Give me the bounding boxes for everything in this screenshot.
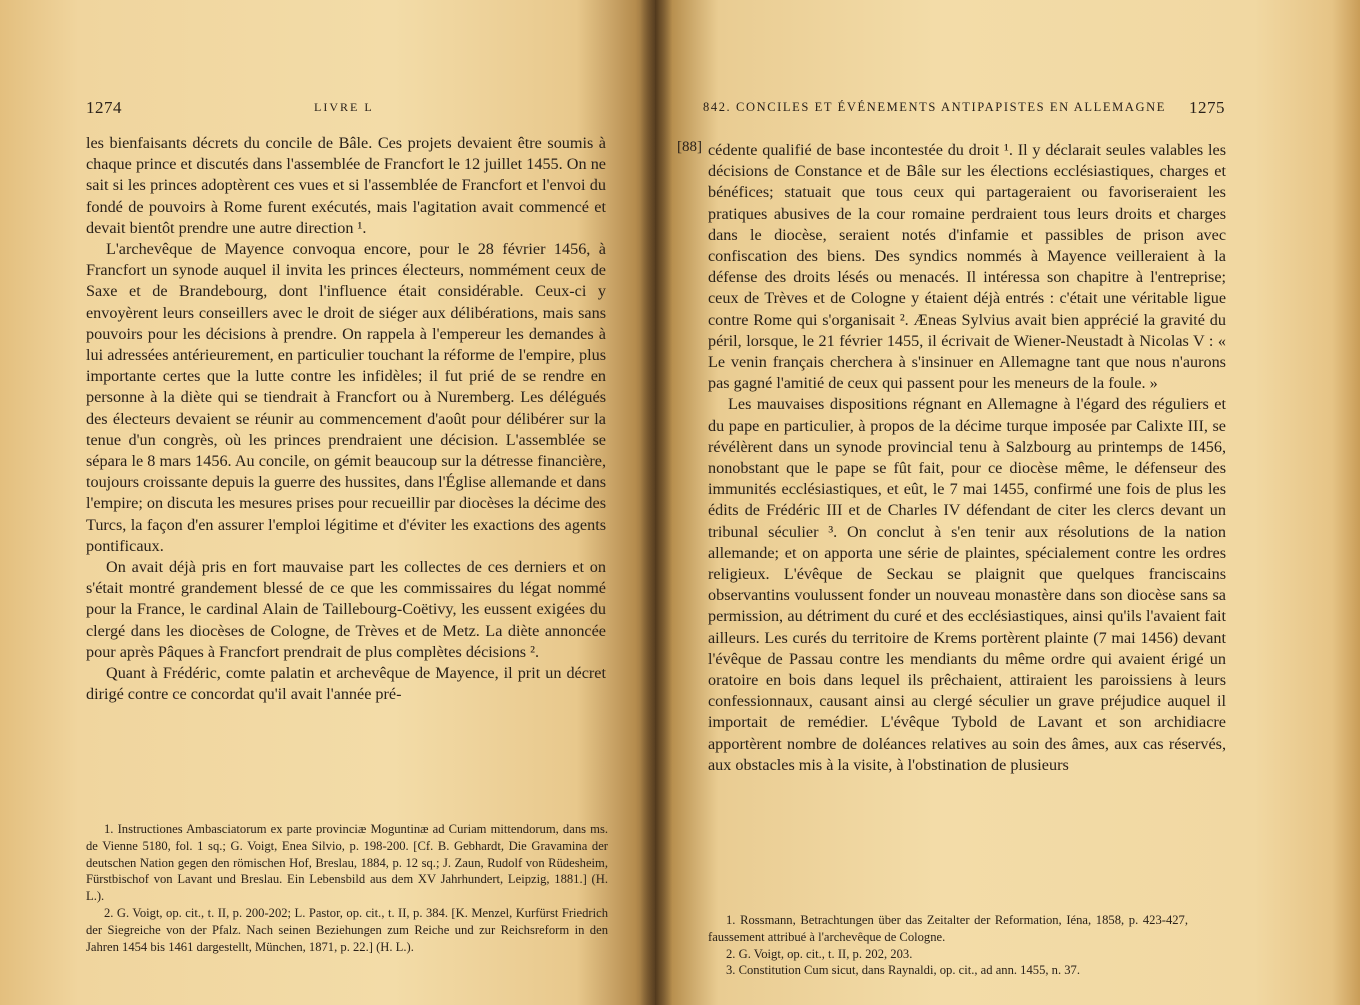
left-paragraph-4: Quant à Frédéric, comte palatin et archevêque de Mayence, il prit un décret dirigé contre ce concordat qu'il avait l'année pré- (86, 664, 606, 704)
left-body-text (86, 133, 606, 705)
right-page (655, 0, 1360, 1005)
right-running-title (703, 100, 1166, 115)
left-footnotes (86, 821, 608, 955)
right-paragraph-1: cédente qualifié de base incontestée du droit ¹. Il y déclarait seules valables les décisions de Constance et de Bâle sur les élections ecclésiastiques, charges et bénéfices; statuait que tous ceux qui partageraient ou favoriseraient les pratiques abusives de la cour romaine perdraient tous leurs droits et charges dans le diocèse, seraient notés d'infamie et passibles de prison avec confiscation des biens. Des syndics nommés à Mayence veilleraient à la défense des droits lésés ou menacés. Il intéressa son chapitre à l'entreprise; ceux de Trèves et de Cologne y étaient déjà entrés : c'était une véritable ligue contre Rome qui s'organisait ². Æneas Sylvius avait bien apprécié la gravité du péril, lorsque, le 21 février 1455, il écrivait de Wiener-Neustadt à Nicolas V : « Le venin français cherchera à s'insinuer en Allemagne tant que nous n'aurons pas gagné l'amitié de ceux qui passent pour les meneurs de la foule. » (708, 141, 1226, 393)
margin-marker: [88] (677, 139, 702, 155)
right-body-text (708, 140, 1226, 776)
section-number: 842. (703, 100, 732, 114)
left-page (0, 0, 655, 1005)
left-footnote-1: 1. Instructiones Ambasciatorum ex parte provinciæ Moguntinæ ad Curiam mittendorum, dans ms. de Vienne 5180, fol. 1 sq.; G. Voigt, Enea Silvio, p. 198-200. [Cf. B. Gebhardt, Die Gravamina der deutschen Nation gegen den römischen Hof, Breslau, 1884, p. 12 sq.; J. Zaun, Rudolf von Rüdesheim, Fürstbischof von Lavant und Breslau. Ein Lebensbild aus dem XV Jahrhundert, Leipzig, 1881.] (H. L.). (86, 822, 608, 904)
left-footnote-2: 2. G. Voigt, op. cit., t. II, p. 200-202; L. Pastor, op. cit., t. II, p. 384. [K. Menzel, Kurfürst Friedrich der Siegreiche von der Pfalz. Nach seinen Beziehungen zum Reiche und zur Reichsreform in den Jahren 1454 bis 1461 dargestellt, München, 1871, p. 22.] (H. L.). (86, 905, 608, 954)
right-footnote-2: 2. G. Voigt, op. cit., t. II, p. 202, 203. (726, 946, 913, 961)
right-paragraph-2: Les mauvaises dispositions régnant en Allemagne à l'égard des réguliers et du pape en particulier, à propos de la décime turque imposée par Calixte III, se révélèrent dans un synode provincial tenu à Salzbourg au printemps de 1456, nonobstant que le pape se fût fait, pour ce diocèse même, le défenseur des immunités ecclésiastiques, et eût, le 7 mai 1455, confirmé une fois de plus les édits de Frédéric III et de Charles IV défendant de citer les clercs devant un tribunal séculier ³. On conclut à s'en tenir aux résolutions de la nation allemande; et on apporta une série de plaintes, spécialement contre les ordres religieux. L'évêque de Seckau se plaignit que quelques franciscains observantins voulussent fonder un nouveau monastère dans son diocèse sans sa permission, au détriment du curé et des ecclésiastiques, ainsi qu'ils l'avaient fait ailleurs. Les curés du territoire de Krems portèrent plainte (7 mai 1456) devant l'évêque de Passau contre les mendiants du même ordre qui avaient érigé un oratoire en bois dans lequel ils prêchaient, attiraient les paroissiens à leurs confessionnaux, causant ainsi au clergé séculier un grave préjudice auquel il importait de remédier. L'évêque Tybold de Lavant et son archidiacre apportèrent nombre de doléances relatives au soin des âmes, aux cas réservés, aux obstacles mis à la visite, à l'obstination de plusieurs (708, 395, 1226, 774)
right-footnote-1: 1. Rossmann, Betrachtungen über das Zeitalter der Reformation, Iéna, 1858, p. 423-427, faussement attribué à l'archevêque de Cologne. (708, 913, 1188, 944)
left-paragraph-2: L'archevêque de Mayence convoqua encore, pour le 28 février 1456, à Francfort un synode auquel il invita les princes électeurs, nommément ceux de Saxe et de Brandebourg, dont l'influence était considérable. Ceux-ci y envoyèrent leurs conseillers avec le droit de siéger aux délibérations, mais sans pouvoirs pour les décisions à prendre. On rappela à l'empereur les demandes à lui adressées antérieurement, en particulier touchant la réforme de l'empire, plus importante certes que la lutte contre les infidèles; il fut prié de se rendre en personne à la diète qui se tiendrait à Francfort ou à Nuremberg. Les délégués des électeurs devaient se réunir au commencement d'août pour délibérer sur la tenue d'un congrès, où les princes prendraient une décision. L'assemblée se sépara le 8 mars 1456. Au concile, on gémit beaucoup sur la détresse financière, toujours croissante depuis la guerre des hussites, dans l'Église allemande et dans l'empire; on discuta les mesures prises pour recueillir par diocèses la décime des Turcs, la façon d'en assurer l'emploi légitime et d'éviter les exactions des agents pontificaux. (86, 240, 606, 555)
left-paragraph-1: les bienfaisants décrets du concile de Bâle. Ces projets devaient être soumis à chaque prince et discutés dans l'assemblée de Francfort le 12 juillet 1455. On ne sait si les princes adoptèrent ces vues et si l'assemblée de Francfort et l'envoi du fondé de pouvoirs à Rome furent exécutés, mais l'agitation avait commencé et devait bientôt prendre une autre direction ¹. (86, 134, 606, 237)
right-footnote-3: 3. Constitution Cum sicut, dans Raynaldi, op. cit., ad ann. 1455, n. 37. (726, 963, 1081, 978)
right-page-number: 1275 (1189, 98, 1225, 117)
left-paragraph-3: On avait déjà pris en fort mauvaise part les collectes de ces derniers et on s'était montré grandement blessé de ce que les commissaires du légat nommé pour la France, le cardinal Alain de Taillebourg-Coëtivy, les eussent exigées du clergé dans les diocèses de Cologne, de Trèves et de Metz. La diète annoncée pour après Pâques à Francfort prendrait de plus complètes décisions ². (86, 558, 606, 661)
left-running-title: LIVRE L (314, 100, 374, 114)
chapter-title: CONCILES ET ÉVÉNEMENTS ANTIPAPISTES EN ALLEMAGNE (736, 100, 1166, 114)
right-footnotes (708, 912, 1188, 979)
left-page-number: 1274 (86, 98, 122, 117)
